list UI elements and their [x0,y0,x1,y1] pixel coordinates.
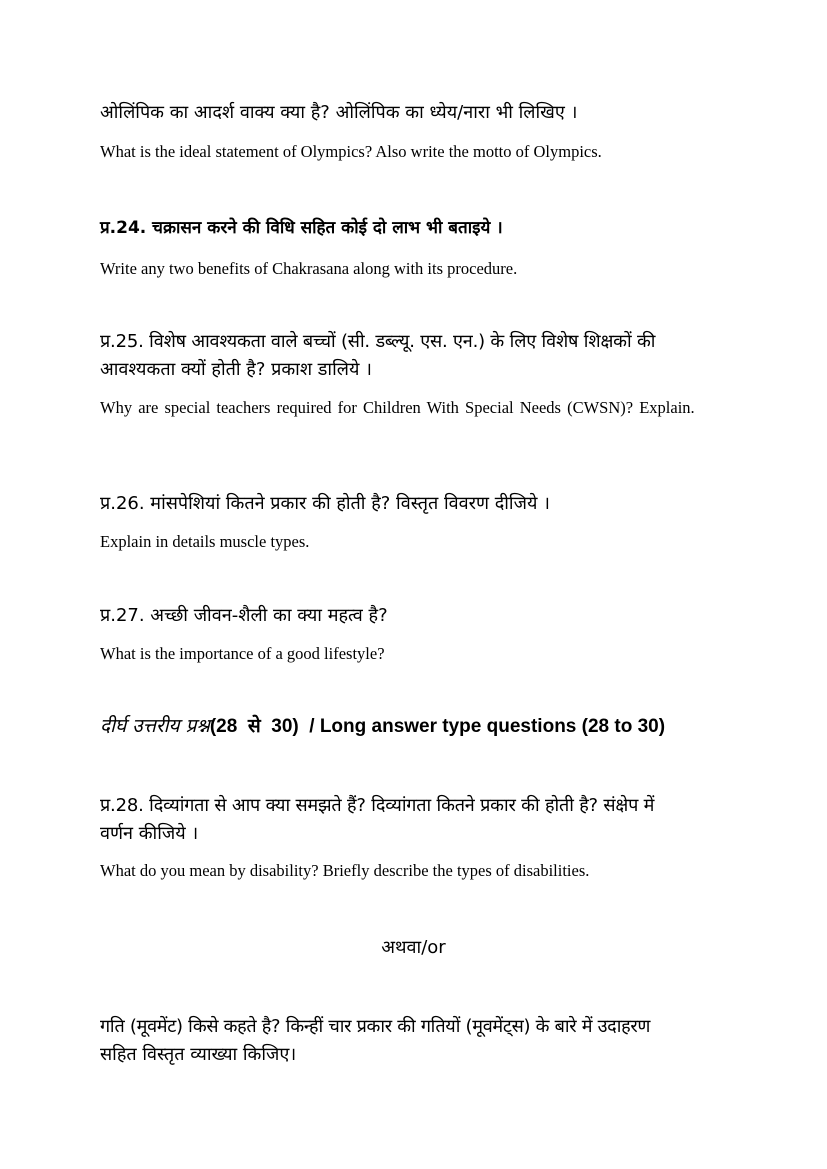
q23-hindi: ओलिंपिक का आदर्श वाक्य क्या है? ओलिंपिक का ध्येय/नारा भी लिखिए । [100,102,578,123]
q28-hindi-line2: वर्णन कीजिये । [100,823,199,844]
q25-hindi-line1: प्र.25. विशेष आवश्यकता वाले बच्चों (सी. डब्ल्यू. एस. एन.) के लिए विशेष शिक्षकों की [100,331,656,352]
q28-hindi-line1: प्र.28. दिव्यांगता से आप क्या समझते हैं? दिव्यांगता कितने प्रकार की होती है? संक्षेप में [100,795,655,816]
q27-hindi: प्र.27. अच्छी जीवन-शैली का क्या महत्व है? [100,605,388,626]
section-heading-english: (28 से 30) / Long answer type questions (28 to 30) [209,716,666,737]
section-heading [100,711,730,742]
q25-hindi-line2: आवश्यकता क्यों होती है? प्रकाश डालिये । [100,359,372,380]
q28-alt-hindi-line1: गति (मूवमेंट) किसे कहते है? किन्हीं चार प्रकार की गतियों (मूवमेंट्स) के बारे में उदाहरण [100,1016,651,1037]
q24-english: Write any two benefits of Chakrasana along with its procedure. [100,259,518,278]
q26-hindi: प्र.26. मांसपेशियां कितने प्रकार की होती है? विस्तृत विवरण दीजिये । [100,493,550,514]
q25-english: Why are special teachers required for Children With Special Needs (CWSN)? Explain. [100,398,695,417]
or-separator: अथवा/or [381,937,446,958]
q26-english: Explain in details muscle types. [100,532,310,551]
section-heading-hindi: दीर्घ उत्तरीय प्रश्न [100,715,210,737]
q28-english: What do you mean by disability? Briefly describe the types of disabilities. [100,861,590,880]
q28-alt-hindi-line2: सहित विस्तृत व्याख्या किजिए। [100,1044,297,1065]
q24-hindi: प्र.24. चक्रासन करने की विधि सहित कोई दो लाभ भी बताइये । [100,218,503,238]
q27-english: What is the importance of a good lifestyle? [100,644,385,663]
q23-english: What is the ideal statement of Olympics? Also write the motto of Olympics. [100,142,602,161]
